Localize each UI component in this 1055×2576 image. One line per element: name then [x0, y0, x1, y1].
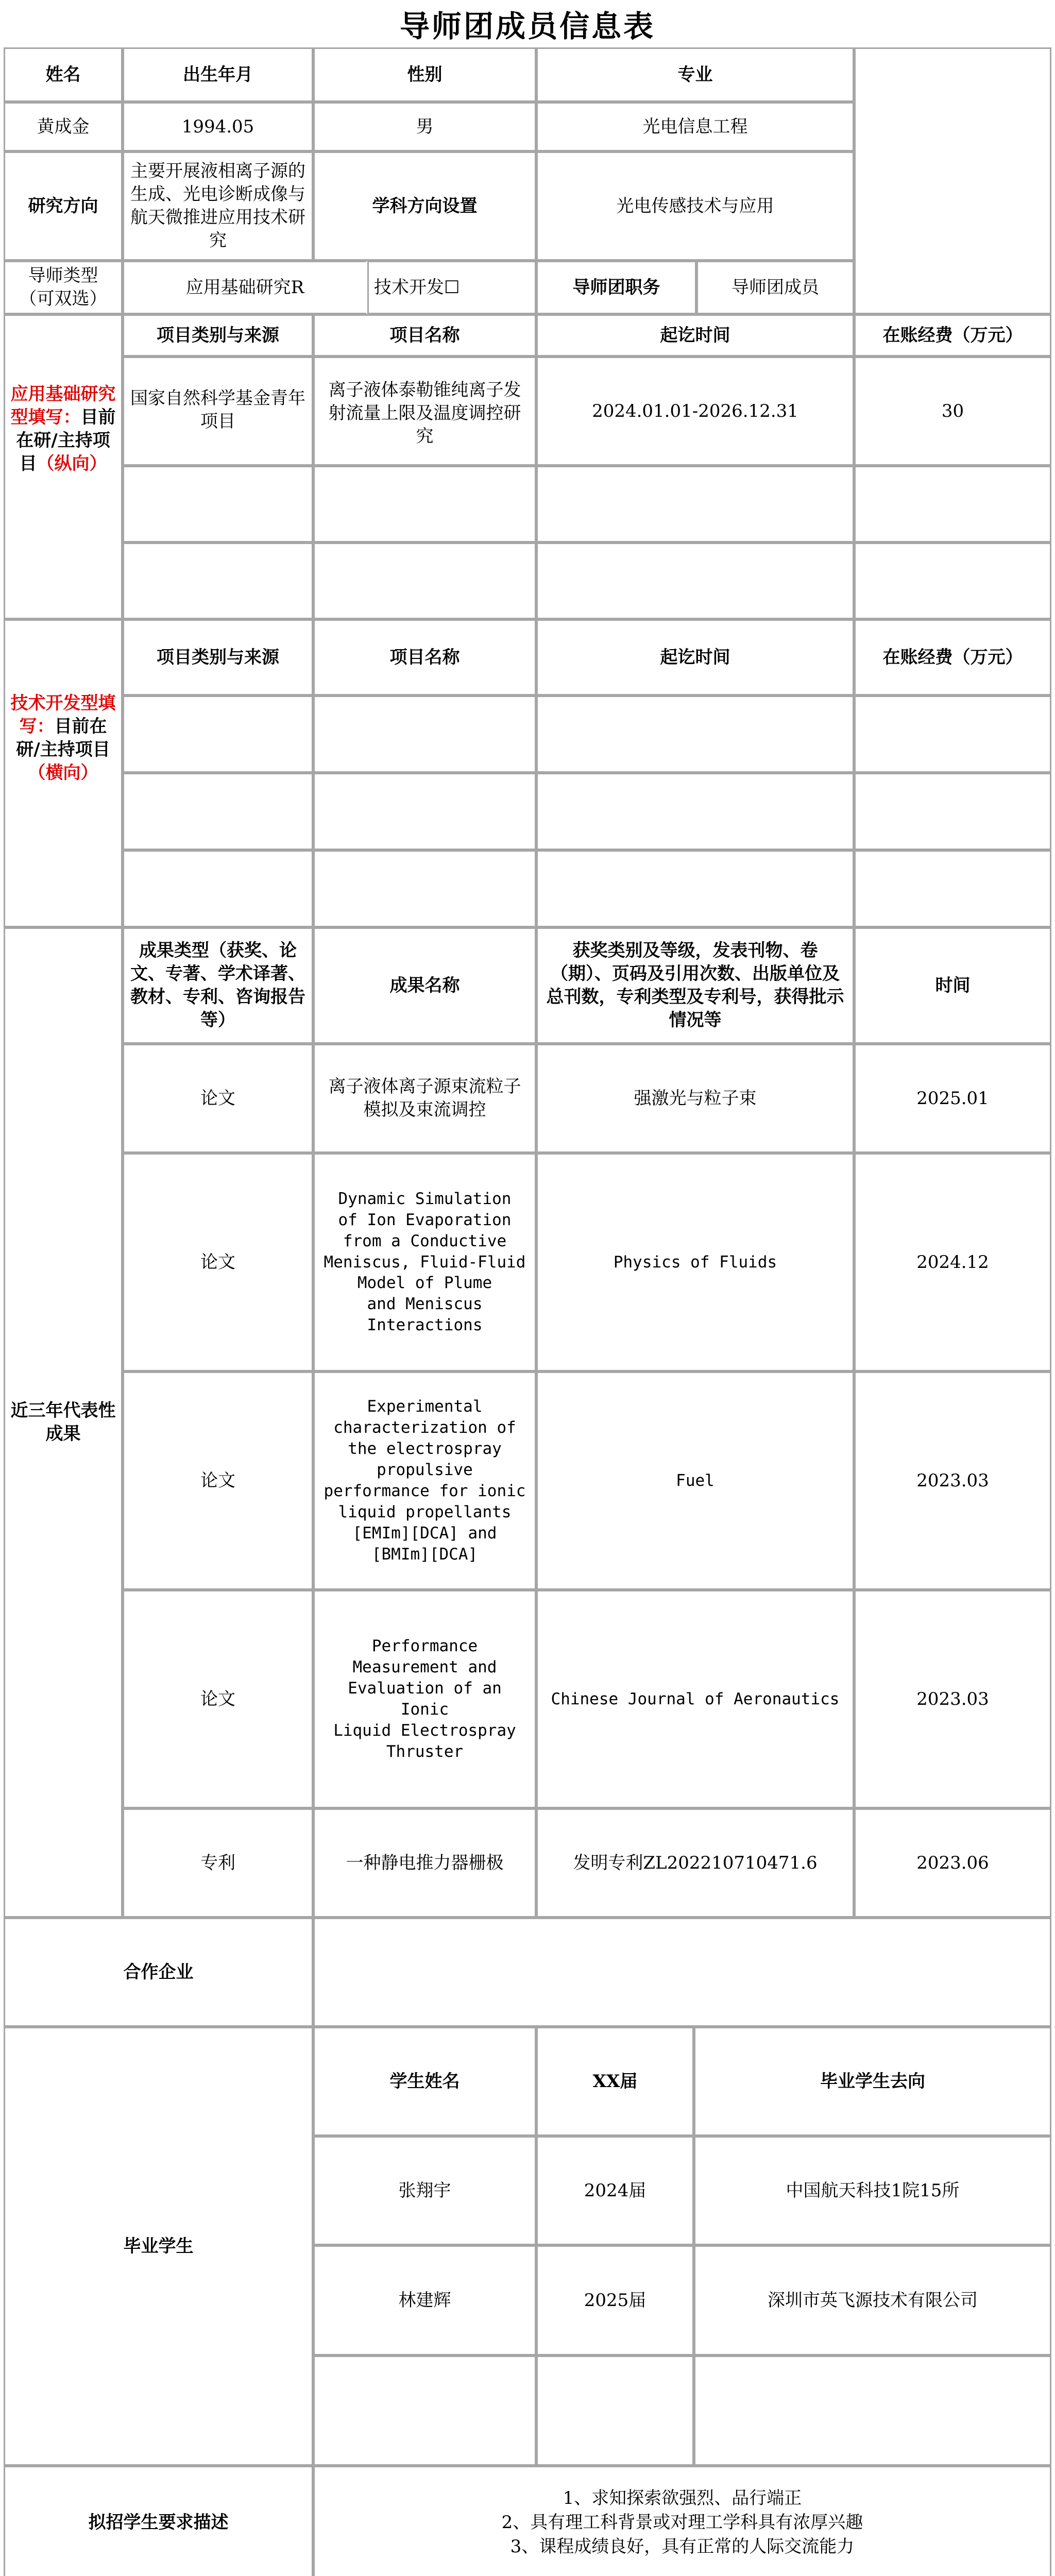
achievement-title: Experimental characterization of the electrospray propulsive performance for ionic liquid propellants [EMIm][DCA] and [BMIm][DCA]	[313, 1371, 536, 1590]
achievement-date: 2023.03	[854, 1590, 1051, 1808]
tech-empty-cell	[313, 696, 536, 773]
graduate-empty-cell	[536, 2355, 694, 2466]
header-name: 姓名	[4, 47, 123, 102]
mentor-duty-value: 导师团成员	[696, 261, 854, 314]
research-value: 主要开展液相离子源的生成、光电诊断成像与航天微推进应用技术研究	[123, 151, 313, 261]
mentor-type-basic-option[interactable]: 应用基础研究R	[123, 261, 367, 314]
tech-header-source: 项目类别与来源	[123, 619, 313, 696]
major-value: 光电信息工程	[536, 102, 854, 151]
achievement-title: 离子液体离子源束流粒子模拟及束流调控	[313, 1044, 536, 1153]
discipline-label: 学科方向设置	[313, 151, 536, 261]
applied-label-red: 应用基础研究型填写：	[10, 384, 116, 428]
graduate-empty-cell	[694, 2355, 1051, 2466]
tech-empty-cell	[536, 850, 854, 927]
achievement-date: 2024.12	[854, 1153, 1051, 1371]
tech-empty-cell	[313, 773, 536, 850]
applied-label-black: 目前在研/主持项目	[16, 406, 116, 474]
gender-value: 男	[313, 102, 536, 151]
tech-empty-cell	[123, 850, 313, 927]
birth-value: 1994.05	[123, 102, 313, 151]
name-value: 黄成金	[4, 102, 123, 151]
applied-header-funding: 在账经费（万元）	[854, 314, 1051, 357]
mentor-info-table	[4, 47, 1051, 2576]
applied-empty-cell	[536, 543, 854, 619]
graduate-destination: 深圳市英飞源技术有限公司	[694, 2245, 1051, 2355]
achievement-title: Performance Measurement and Evaluation of an Ionic Liquid Electrospray Thruster	[313, 1590, 536, 1808]
graduate-name: 林建辉	[313, 2245, 536, 2355]
graduates-label: 毕业学生	[4, 2027, 313, 2466]
graduate-class: 2024届	[536, 2136, 694, 2245]
applied-row-period: 2024.01.01-2026.12.31	[536, 357, 854, 466]
tech-empty-cell	[536, 773, 854, 850]
tech-header-funding: 在账经费（万元）	[854, 619, 1051, 696]
achievement-type: 论文	[123, 1153, 313, 1371]
applied-row-funding: 30	[854, 357, 1051, 466]
achievements-label: 近三年代表性成果	[4, 927, 123, 1918]
achievement-type: 论文	[123, 1044, 313, 1153]
applied-empty-cell	[854, 543, 1051, 619]
graduates-header-class: XX届	[536, 2027, 694, 2136]
tech-empty-cell	[854, 696, 1051, 773]
graduates-header-name: 学生姓名	[313, 2027, 536, 2136]
graduate-empty-cell	[313, 2355, 536, 2466]
achievements-header-detail: 获奖类别及等级，发表刊物、卷（期）、页码及引用次数、出版单位及总刊数，专利类型及专利号，获得批示情况等	[536, 927, 854, 1044]
achievement-detail: 强激光与粒子束	[536, 1044, 854, 1153]
achievement-detail: Fuel	[536, 1371, 854, 1590]
applied-empty-cell	[123, 543, 313, 619]
achievement-detail: Physics of Fluids	[536, 1153, 854, 1371]
tech-empty-cell	[854, 850, 1051, 927]
research-label: 研究方向	[4, 151, 123, 261]
applied-research-label	[4, 314, 123, 619]
graduate-class: 2025届	[536, 2245, 694, 2355]
tech-empty-cell	[313, 850, 536, 927]
tech-empty-cell	[854, 773, 1051, 850]
applied-header-period: 起讫时间	[536, 314, 854, 357]
achievements-header-name: 成果名称	[313, 927, 536, 1044]
applied-empty-cell	[536, 466, 854, 543]
applied-label-tag: （纵向）	[37, 453, 107, 474]
mentor-type-tech-option[interactable]: 技术开发☐	[367, 261, 536, 314]
tech-label-black: 目前在研/主持项目	[16, 716, 110, 760]
graduate-destination: 中国航天科技1院15所	[694, 2136, 1051, 2245]
achievement-date: 2023.06	[854, 1808, 1051, 1918]
tech-label-red: 技术开发型填写：	[10, 693, 116, 737]
mentor-type-label: 导师类型 （可双选）	[4, 261, 123, 314]
achievement-type: 论文	[123, 1590, 313, 1808]
tech-header-name: 项目名称	[313, 619, 536, 696]
tech-empty-cell	[123, 773, 313, 850]
requirement-item: 3、课程成绩良好，具有正常的人际交流能力	[510, 2536, 855, 2557]
applied-header-source: 项目类别与来源	[123, 314, 313, 357]
applied-header-name: 项目名称	[313, 314, 536, 357]
requirements-label: 拟招学生要求描述	[4, 2466, 313, 2576]
applied-row-source: 国家自然科学基金青年项目	[123, 357, 313, 466]
achievements-header-date: 时间	[854, 927, 1051, 1044]
enterprise-label: 合作企业	[4, 1918, 313, 2027]
achievement-type: 论文	[123, 1371, 313, 1590]
tech-header-period: 起讫时间	[536, 619, 854, 696]
achievement-date: 2025.01	[854, 1044, 1051, 1153]
header-gender: 性别	[313, 47, 536, 102]
page-title: 导师团成员信息表	[399, 9, 655, 44]
graduate-name: 张翔宇	[313, 2136, 536, 2245]
graduates-header-destination: 毕业学生去向	[694, 2027, 1051, 2136]
applied-empty-cell	[854, 466, 1051, 543]
applied-empty-cell	[313, 543, 536, 619]
header-birth: 出生年月	[123, 47, 313, 102]
photo-cell	[854, 47, 1051, 314]
tech-label-tag: （横向）	[28, 762, 98, 783]
tech-development-label	[4, 619, 123, 927]
tech-empty-cell	[536, 696, 854, 773]
applied-row-name: 离子液体泰勒锥纯离子发射流量上限及温度调控研究	[313, 357, 536, 466]
achievement-detail: Chinese Journal of Aeronautics	[536, 1590, 854, 1808]
achievement-type: 专利	[123, 1808, 313, 1918]
mentor-duty-label: 导师团职务	[536, 261, 696, 314]
requirements-list	[313, 2466, 1051, 2576]
achievement-date: 2023.03	[854, 1371, 1051, 1590]
tech-empty-cell	[123, 696, 313, 773]
requirement-item: 1、求知探索欲强烈、品行端正	[563, 2488, 802, 2509]
achievement-detail: 发明专利ZL202210710471.6	[536, 1808, 854, 1918]
requirement-item: 2、具有理工科背景或对理工学科具有浓厚兴趣	[501, 2512, 863, 2533]
achievement-title: Dynamic Simulation of Ion Evaporation from a Conductive Meniscus, Fluid-Fluid Model of Plume and Meniscus Interactions	[313, 1153, 536, 1371]
header-major: 专业	[536, 47, 854, 102]
achievements-header-type: 成果类型（获奖、论文、专著、学术译著、教材、专利、咨询报告等）	[123, 927, 313, 1044]
achievement-title: 一种静电推力器栅极	[313, 1808, 536, 1918]
applied-empty-cell	[123, 466, 313, 543]
applied-empty-cell	[313, 466, 536, 543]
enterprise-value	[313, 1918, 1051, 2027]
discipline-value: 光电传感技术与应用	[536, 151, 854, 261]
